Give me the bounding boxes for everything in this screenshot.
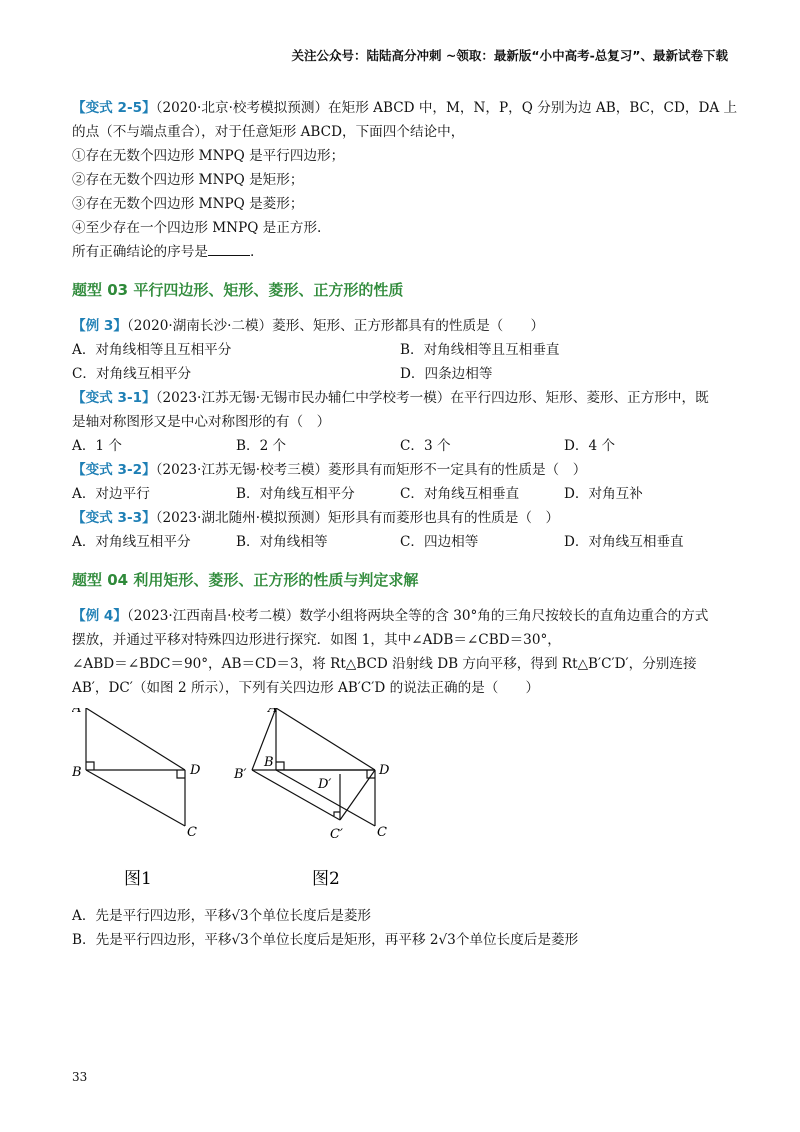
variant-2-5-ask-end: . [249,244,255,260]
fig2-label-d: D [379,763,390,778]
variant-2-5-item-3: ③存在无数个四边形 MNPQ 是菱形； [72,196,304,212]
variant-3-1-text1: （2023·江苏无锡·无锡市民办辅仁中学校考一模）在平行四边形、矩形、菱形、正方形中，既 [155,390,709,406]
fig2-caption: 图2 [312,869,340,889]
variant-3-1-line2: 是轴对称图形又是中心对称图形的有（ ） [72,414,331,430]
example-4-line1 [72,604,728,628]
fig1-segment-bc [86,770,185,826]
variant-3-3-option-b: B．对角线相等 [236,534,328,550]
geometry-figures [72,708,492,904]
example-4-option-b: B．先是平行四边形，平移√3个单位长度后是矩形，再平移 2√3个单位长度后是菱形 [72,932,579,948]
fig2-label-dprime: D′ [318,777,332,792]
variant-2-5-question [72,240,728,264]
fig2-label-b: B [264,755,274,770]
page-number: 33 [72,1070,88,1084]
variant-3-3-question [72,506,728,530]
fig1-right-angle-d [177,770,185,778]
variant-2-5-item-2: ②存在无数个四边形 MNPQ 是矩形； [72,172,304,188]
example-4-text1: （2023·江西南昌·校考二模）数学小组将两块全等的含 30°角的三角尺按较长的直角边重合的方式 [126,608,709,624]
variant-3-3-tag: 【变式 3-3】 [72,510,156,526]
example-4-option-a: A．先是平行四边形，平移√3个单位长度后是菱形 [72,908,372,924]
example-3-option-a: A．对角线相等且互相平分 [72,342,232,358]
variant-2-5-item-4: ④至少存在一个四边形 MNPQ 是正方形. [72,220,322,236]
example-3-text: （2020·湖南长沙·二模）菱形、矩形、正方形都具有的性质是（ ） [126,318,545,334]
variant-3-2-tag: 【变式 3-2】 [72,462,156,478]
variant-2-5-tag: 【变式 2-5】 [72,100,156,116]
variant-3-3-option-a: A．对角线互相平分 [72,534,191,550]
variant-3-3-options [72,530,728,554]
variant-3-1-line1 [72,386,728,410]
variant-3-3-text: （2023·湖北随州·模拟预测）矩形具有而菱形也具有的性质是（ ） [155,510,560,526]
variant-2-5-ask: 所有正确结论的序号是 [72,244,208,260]
variant-3-2-option-a: A．对边平行 [72,486,150,502]
variant-3-2-option-d: D．对角互补 [564,486,643,502]
fig2-right-angle-b [276,762,284,770]
fig1-label-c: C [187,825,197,840]
example-4-tag: 【例 4】 [72,608,127,624]
example-3-question [72,314,728,338]
figure-1 [86,708,185,826]
variant-3-2-option-b: B．对角线互相平分 [236,486,355,502]
variant-3-1-option-d: D．4 个 [564,438,616,454]
fig2-label-a: A [268,708,278,716]
fig1-label-b: B [72,765,82,780]
fig1-label-d: D [190,763,201,778]
fig1-segment-ad [86,708,185,770]
example-4-line3: ∠ABD＝∠BDC＝90°，AB＝CD＝3，将 Rt△BCD 沿射线 DB 方向平移，得到 Rt△B′C′D′，分别连接 [72,656,697,672]
page-content [72,96,738,952]
variant-3-3-option-d: D．对角线互相垂直 [564,534,684,550]
variant-2-5-item-1: ①存在无数个四边形 MNPQ 是平行四边形； [72,148,345,164]
variant-3-2-options [72,482,728,506]
example-3-option-b: B．对角线相等且互相垂直 [400,342,560,358]
answer-blank [208,241,250,256]
fig2-label-cprime: C′ [330,827,343,842]
fig1-right-angle-b [86,762,94,770]
example-3-options-row2 [72,362,728,386]
variant-3-2-option-c: C．对角线互相垂直 [400,486,520,502]
variant-3-1-options [72,434,728,458]
example-3-option-d: D．四条边相等 [400,366,493,382]
variant-3-2-question [72,458,728,482]
example-4-line2: 摆放，并通过平移对特殊四边形进行探究．如图 1，其中∠ADB＝∠CBD＝30°， [72,632,561,648]
fig2-label-bprime: B′ [234,767,247,782]
variant-2-5-line2: 的点（不与端点重合），对于任意矩形 ABCD，下面四个结论中， [72,124,465,140]
example-3-tag: 【例 3】 [72,318,127,334]
variant-3-1-option-b: B．2 个 [236,438,287,454]
section-title-03: 题型 03 平行四边形、矩形、菱形、正方形的性质 [72,281,404,299]
fig1-caption: 图1 [124,869,152,889]
fig1-label-a: A [72,708,82,716]
example-3-options-row1 [72,338,728,362]
fig2-label-c: C [377,825,387,840]
variant-3-2-text: （2023·江苏无锡·校考三模）菱形具有而矩形不一定具有的性质是（ ） [155,462,587,478]
fig2-right-angle-cprime [334,812,340,816]
example-4-line4: AB′，DC′（如图 2 所示），下列有关四边形 AB′C′D 的说法正确的是（ ） [72,680,540,696]
variant-3-3-option-c: C．四边相等 [400,534,479,550]
example-4-figures [72,708,728,904]
variant-3-1-option-c: C．3 个 [400,438,451,454]
variant-2-5-line1 [72,96,738,120]
variant-3-1-tag: 【变式 3-1】 [72,390,156,406]
page-header: 关注公众号：陆陆高分冲刺 ~领取：最新版“小中高考-总复习”、最新试卷下载 [291,48,728,63]
section-title-04: 题型 04 利用矩形、菱形、正方形的性质与判定求解 [72,571,419,589]
example-3-option-c: C．对角线互相平分 [72,366,192,382]
variant-3-1-option-a: A．1 个 [72,438,122,454]
variant-2-5-text1: （2020·北京·校考模拟预测）在矩形 ABCD 中，M，N，P，Q 分别为边 AB，BC，CD，DA 上 [155,100,738,116]
fig2-segment-ad [276,708,375,770]
